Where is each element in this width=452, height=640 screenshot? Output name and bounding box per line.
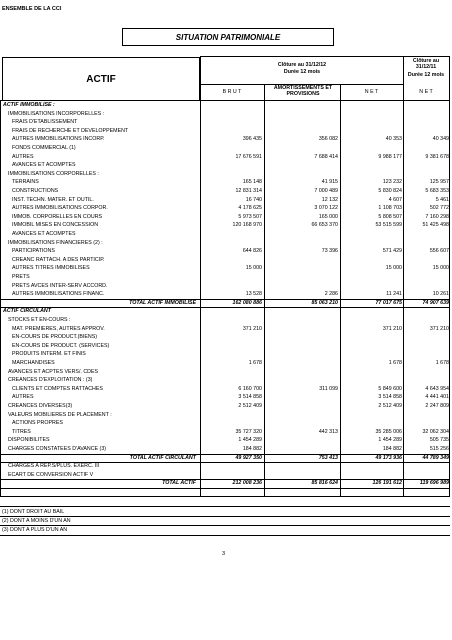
value-net: 1 454 289 [378,437,402,444]
value-net: 35 285 006 [375,428,402,435]
value-net: 4 607 [388,196,402,203]
table-row [0,342,452,350]
table-row [0,118,452,126]
col-brut: B R U T [222,89,242,95]
table-row [0,144,452,152]
table-row [0,359,452,367]
value-amort: 356 082 [318,136,338,143]
row-label: AUTRES IMMOBILISATIONS CORPOR. [12,205,108,212]
value-net: 571 429 [382,248,402,255]
table-row [0,213,452,221]
row-label: PARTICIPATIONS [12,248,55,255]
value-brut: 162 080 886 [232,299,262,306]
table-row [0,368,452,376]
table-row [0,428,452,436]
row-label: TERRAINS [12,179,39,186]
table-row [0,419,452,427]
value-brut: 644 826 [242,248,262,255]
table-row [0,402,452,410]
value-net: 53 515 599 [375,222,402,229]
page-title: SITUATION PATRIMONIALE [122,28,334,46]
total-divider [0,299,450,300]
row-label: CHARGES A REP.S/PLUS. EXERC. III [8,463,100,470]
value-net-prev: 40 349 [432,136,449,143]
row-label: TOTAL ACTIF CIRCULANT [129,454,196,461]
value-net: 1 108 703 [378,205,402,212]
table-row [0,239,452,247]
duration-current: Durée 12 mois [283,69,321,75]
value-net-prev: 9 381 678 [425,153,449,160]
value-brut: 212 008 236 [232,480,262,487]
table-row [0,204,452,212]
table-row [0,264,452,272]
table-row [0,135,452,143]
value-amort: 2 286 [324,291,338,298]
row-label: ACTIONS PROPRES [12,420,63,427]
row-label: FRAIS DE RECHERCHE ET DEVELOPPEMENT [12,127,129,134]
value-net-prev: 502 772 [429,205,449,212]
value-amort: 311 099 [319,385,338,392]
row-label: AUTRES [12,153,34,160]
value-net-prev: 119 696 989 [419,480,449,487]
value-net-prev: 74 907 639 [422,299,449,306]
footnote-divider-2 [0,525,450,526]
value-net-prev: 7 160 298 [425,213,449,220]
value-amort: 41 915 [321,179,338,186]
value-net-prev: 2 247 809 [425,403,449,409]
page-number: 3 [222,551,226,557]
table-row [0,436,452,444]
value-brut: 165 148 [242,179,262,186]
col-net-prev: N E T [419,89,433,95]
row-label: CHARGES CONSTATEES D'AVANCE (3) [8,446,107,452]
total-row [0,299,452,307]
value-brut: 184 882 [242,446,262,452]
value-net: 3 514 858 [378,394,402,401]
row-label: AVANCES ET ACOMPTES [12,162,76,169]
row-label: CREANCES D'EXPLOITATION : (3) [8,377,93,384]
value-net-prev: 371 210 [429,325,449,332]
value-net-prev: 4 643 954 [425,385,449,392]
table-row [0,471,452,479]
value-amort: 85 063 210 [311,299,338,306]
value-brut: 16 740 [245,196,262,203]
row-label: AUTRES [12,394,34,401]
table-row [0,247,452,255]
table-row [0,256,452,264]
value-net: 5 849 600 [378,385,402,392]
value-net: 1 678 [388,360,402,366]
table-row [0,316,452,324]
value-net-prev: 32 062 304 [422,428,449,435]
value-amort: 165 000 [318,213,338,220]
value-brut: 13 528 [245,291,262,298]
row-label: MAT. PREMIERES, AUTRES APPROV. [12,325,105,332]
value-amort: 442 313 [318,428,338,435]
value-amort: 85 816 624 [311,480,338,487]
value-brut: 120 168 970 [232,222,262,229]
table-row [0,445,452,453]
row-label: AUTRES IMMOBILISATIONS FINANC. [12,291,105,298]
row-label: EN-COURS DE PRODUCT. (SERVICES) [12,342,110,349]
table-row [0,161,452,169]
row-label: VALEURS MOBILIERES DE PLACEMENT : [8,411,112,418]
col-amort: AMORTISSEMENTS ET PROVISIONS [273,85,333,97]
value-brut: 12 831 314 [235,188,262,194]
value-net: 5 830 824 [378,188,402,194]
row-label: AUTRES IMMOBILISATIONS INCORP. [12,136,105,143]
table-row [0,376,452,384]
row-label: IMMOBILISATIONS INCORPORELLES : [8,110,105,117]
entity-header: ENSEMBLE DE LA CCI [2,6,62,12]
value-brut: 17 676 591 [235,153,262,160]
table-row [0,385,452,393]
value-amort: 7 000 489 [314,188,338,194]
table-row [0,178,452,186]
value-net: 2 512 409 [378,403,402,409]
table-row [0,273,452,281]
footnote-divider-3 [0,535,450,536]
value-net: 184 882 [382,446,402,452]
value-brut: 2 512 409 [238,403,262,409]
row-label: ACTIF IMMOBILISE : [3,102,55,108]
footnote-3: (3) DONT A PLUS D'UN AN [2,527,68,533]
total-row [0,454,452,462]
table-row [0,110,452,118]
row-label: EN-COURS DE PRODUCT.(BIENS) [12,334,98,341]
value-amort: 66 653 370 [311,222,338,229]
row-label: STOCKS ET EN-COURS : [8,317,71,323]
footnotes-top-border [0,506,450,507]
value-amort: 7 688 414 [314,153,338,160]
row-label: IMMOBILISATIONS CORPORELLES : [8,170,99,177]
value-net-prev: 15 000 [432,265,449,272]
table-row [0,196,452,204]
row-label: CLIENTS ET COMPTES RATTACHES [12,385,103,392]
row-label: ECART DE CONVERSION ACTIF V [8,471,94,478]
footnote-divider-1 [0,516,450,517]
section-row [0,101,452,109]
col-net: N E T [364,89,379,95]
value-net-prev: 125 957 [429,179,449,186]
value-net-prev: 505 735 [429,437,449,444]
row-label: PRODUITS INTERM. ET FINIS [12,351,86,358]
value-brut: 1 454 289 [238,437,262,444]
value-net: 5 808 507 [378,213,402,220]
value-net: 126 191 612 [372,480,402,487]
table-row [0,282,452,290]
row-label: PRETS AVCES INTER-SERV ACCORD. [12,282,108,289]
table-row [0,127,452,135]
table-row [0,290,452,298]
value-amort: 3 070 122 [314,205,338,212]
row-label: TITRES [12,428,31,435]
row-label: CREANCES DIVERSES(3) [8,403,73,409]
value-brut: 396 435 [242,136,262,143]
table-row [0,187,452,195]
total-divider [0,488,450,489]
value-net: 9 988 177 [378,153,402,160]
row-label: PRETS [12,274,30,280]
value-net-prev: 5 461 [435,196,449,203]
value-brut: 6 160 700 [238,385,262,392]
table-row [0,393,452,401]
row-label: ACTIF CIRCULANT [3,308,51,315]
value-net: 15 000 [385,265,402,272]
value-brut: 15 000 [245,265,262,272]
total-row [0,479,452,487]
footnote-1: (1) DONT DROIT AU BAIL [2,509,65,515]
value-brut: 4 178 625 [238,205,262,212]
value-net-prev: 51 425 498 [422,222,449,229]
row-label: INST. TECHN. MATER. ET OUTIL. [12,196,94,203]
value-net-prev: 44 789 349 [422,454,449,461]
row-label: IMMOBIL MISES EN CONCESSION [12,222,99,229]
value-brut: 5 973 507 [238,213,262,220]
row-label: FRAIS D'ETABLISSEMENT [12,119,78,126]
value-brut: 35 727 320 [235,428,262,435]
table-row [0,153,452,161]
value-net: 371 210 [382,325,402,332]
footnote-2: (2) DONT A MOINS D'UN AN [2,518,71,524]
value-net-prev: 556 607 [429,248,449,255]
row-label: AVANCES ET ACPTES VERS/. CDES [8,368,99,375]
value-net: 123 232 [382,179,402,186]
value-brut: 49 927 350 [235,454,262,461]
row-label: TOTAL ACTIF [162,480,196,487]
row-label: AVANCES ET ACOMPTES [12,231,76,237]
table-row [0,170,452,178]
value-amort: 73 396 [321,248,338,255]
table-row [0,350,452,358]
row-label: MARCHANDISES [12,360,55,366]
value-net-prev: 10 261 [432,291,449,298]
actif-heading: ACTIF [2,57,200,101]
row-label: TOTAL ACTIF IMMOBILISE [129,299,196,306]
total-divider [0,454,450,455]
row-label: DISPONIBILITES [8,437,50,444]
table-row [0,221,452,229]
value-net: 40 353 [385,136,402,143]
row-label: CREANC RATTACH. A DES PARTICIP. [12,256,105,263]
value-brut: 371 210 [242,325,262,332]
row-label: FONDS COMMERCIAL (1) [12,145,76,151]
table-row [0,462,452,470]
value-net: 49 173 936 [375,454,402,461]
row-label: IMMOBILISATIONS FINANCIERES (2) : [8,239,103,246]
value-brut: 3 514 858 [238,394,262,401]
section-row [0,307,452,315]
row-label: AUTRES TITRES IMMOBILISES [12,265,90,272]
table-row [0,411,452,419]
table-bottom-border [0,496,450,497]
value-net-prev: 515 256 [429,446,449,452]
row-label: CONSTRUCTIONS [12,188,59,194]
value-brut: 1 678 [248,360,262,366]
table-row [0,325,452,333]
value-amort: 753 413 [318,454,338,461]
period-current: Clôture au 31/12/12 [277,62,327,68]
value-net: 11 241 [386,291,402,298]
row-label: IMMOB. CORPORELLES EN COURS [12,213,103,220]
value-net-prev: 5 683 353 [425,188,449,194]
header-top-border [200,56,450,57]
value-net-prev: 4 441 401 [425,394,449,401]
period-prev: Clôture au 31/12/11 [412,58,440,70]
duration-prev: Durée 12 mois [407,72,445,78]
value-net-prev: 1 678 [435,360,449,366]
value-net: 77 017 675 [375,299,402,306]
total-divider [0,479,450,480]
value-amort: 12 132 [321,196,338,203]
table-row [0,230,452,238]
table-row [0,333,452,341]
